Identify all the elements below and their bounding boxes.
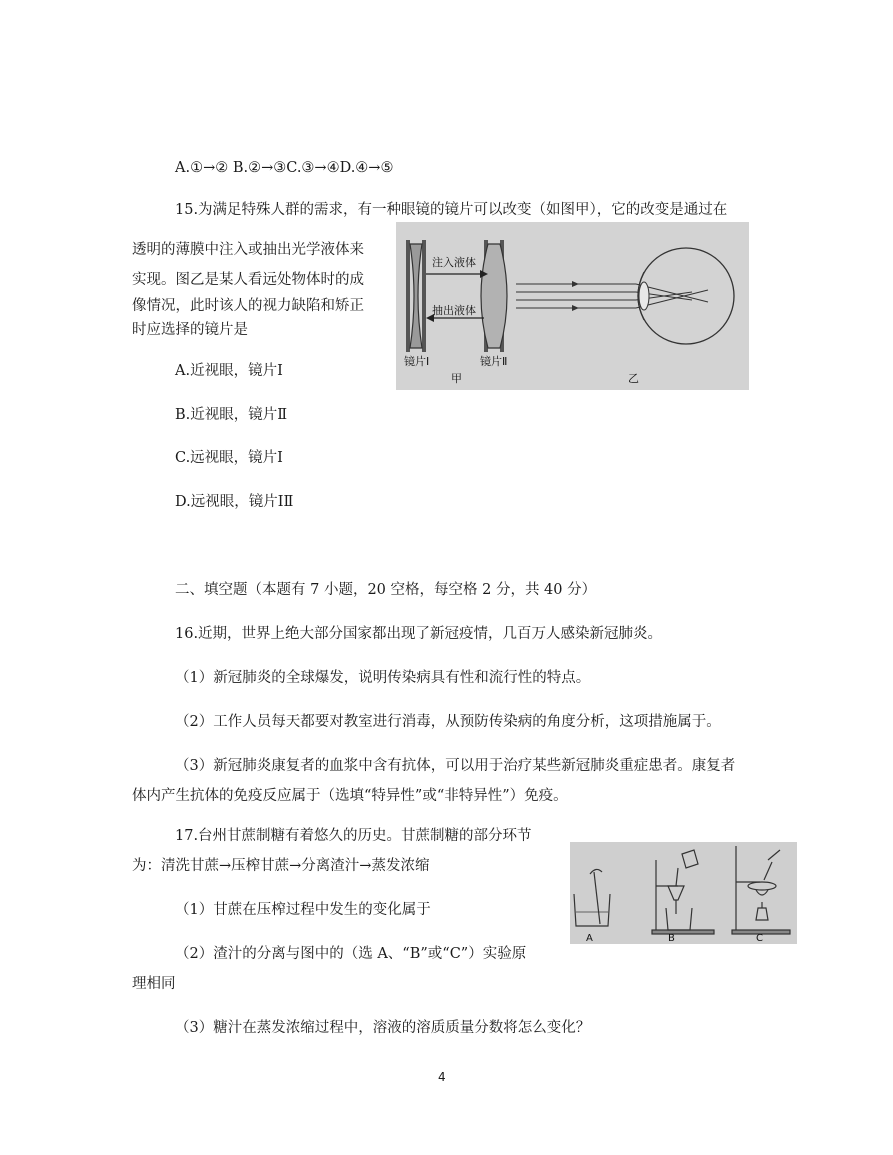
apparatus-b-label: B [668, 933, 675, 944]
q17-stem-line-1: 17.台州甘蔗制糖有着悠久的历史。甘蔗制糖的部分环节 [175, 828, 532, 844]
q15-stem-line-1: 15.为满足特殊人群的需求，有一种眼镜的镜片可以改变（如图甲），它的改变是通过在 [175, 202, 728, 218]
lens-1-label: 镜片Ⅰ [404, 355, 430, 368]
lens-2-shape [481, 240, 507, 352]
page-number: 4 [438, 1070, 446, 1084]
lens-1-shape [406, 240, 426, 352]
q17-part-2-line-1: （2）渣汁的分离与图中的（选 A、“B”或“C”）实验原 [175, 946, 527, 962]
q15-option-d: D.远视眼，镜片ⅠⅡ [175, 494, 294, 510]
q17-part-2-line-2: 理相同 [132, 976, 176, 992]
q17-stem-line-2: 为：清洗甘蔗→压榨甘蔗→分离渣汁→蒸发浓缩 [132, 858, 430, 874]
q16-part-3-line-2: 体内产生抗体的免疫反应属于（选填“特异性”或“非特异性”）免疫。 [132, 788, 568, 804]
q16-part-3-line-1: （3）新冠肺炎康复者的血浆中含有抗体，可以用于治疗某些新冠肺炎重症患者。康复者 [175, 758, 736, 774]
q14-options: A.①→② B.②→③C.③→④D.④→⑤ [175, 160, 394, 176]
apparatus-c [732, 846, 790, 934]
inject-liquid-label: 注入液体 [432, 256, 476, 269]
q15-stem-line-2: 透明的薄膜中注入或抽出光学液体来 [132, 242, 364, 258]
lens-2-label: 镜片Ⅱ [480, 355, 508, 368]
q16-part-1: （1）新冠肺炎的全球爆发，说明传染病具有性和流行性的特点。 [175, 670, 591, 686]
q15-option-a: A.近视眼，镜片Ⅰ [175, 363, 283, 379]
extract-liquid-label: 抽出液体 [432, 304, 476, 317]
lens-eye-diagram [396, 222, 749, 390]
light-rays [516, 284, 708, 308]
q17-part-1: （1）甘蔗在压榨过程中发生的变化属于 [175, 902, 431, 918]
q16-part-2: （2）工作人员每天都要对教室进行消毒，从预防传染病的角度分析，这项措施属于。 [175, 714, 721, 730]
lab-apparatus-diagram [570, 842, 797, 944]
q17-part-3: （3）糖汁在蒸发浓缩过程中，溶液的溶质质量分数将怎么变化？ [175, 1020, 591, 1036]
lab-apparatus-figure [570, 842, 797, 944]
q15-stem-line-5: 时应选择的镜片是 [132, 322, 248, 338]
q15-option-c: C.远视眼，镜片Ⅰ [175, 450, 283, 466]
q15-stem-line-4: 像情况，此时该人的视力缺陷和矫正 [132, 298, 364, 314]
q16-stem: 16.近期，世界上绝大部分国家都出现了新冠疫情，几百万人感染新冠肺炎。 [175, 626, 663, 642]
figure-yi-label: 乙 [628, 372, 639, 385]
lens-eye-figure [396, 222, 749, 390]
figure-jia-label: 甲 [451, 372, 462, 385]
section-heading: 二、填空题（本题有 7 小题，20 空格，每空格 2 分，共 40 分） [175, 582, 597, 598]
apparatus-b [652, 850, 714, 934]
q15-stem-line-3: 实现。图乙是某人看远处物体时的成 [132, 272, 364, 288]
apparatus-a-label: A [586, 933, 593, 944]
q15-option-b: B.近视眼，镜片Ⅱ [175, 407, 288, 423]
apparatus-a [574, 869, 610, 926]
apparatus-c-label: C [756, 933, 763, 944]
